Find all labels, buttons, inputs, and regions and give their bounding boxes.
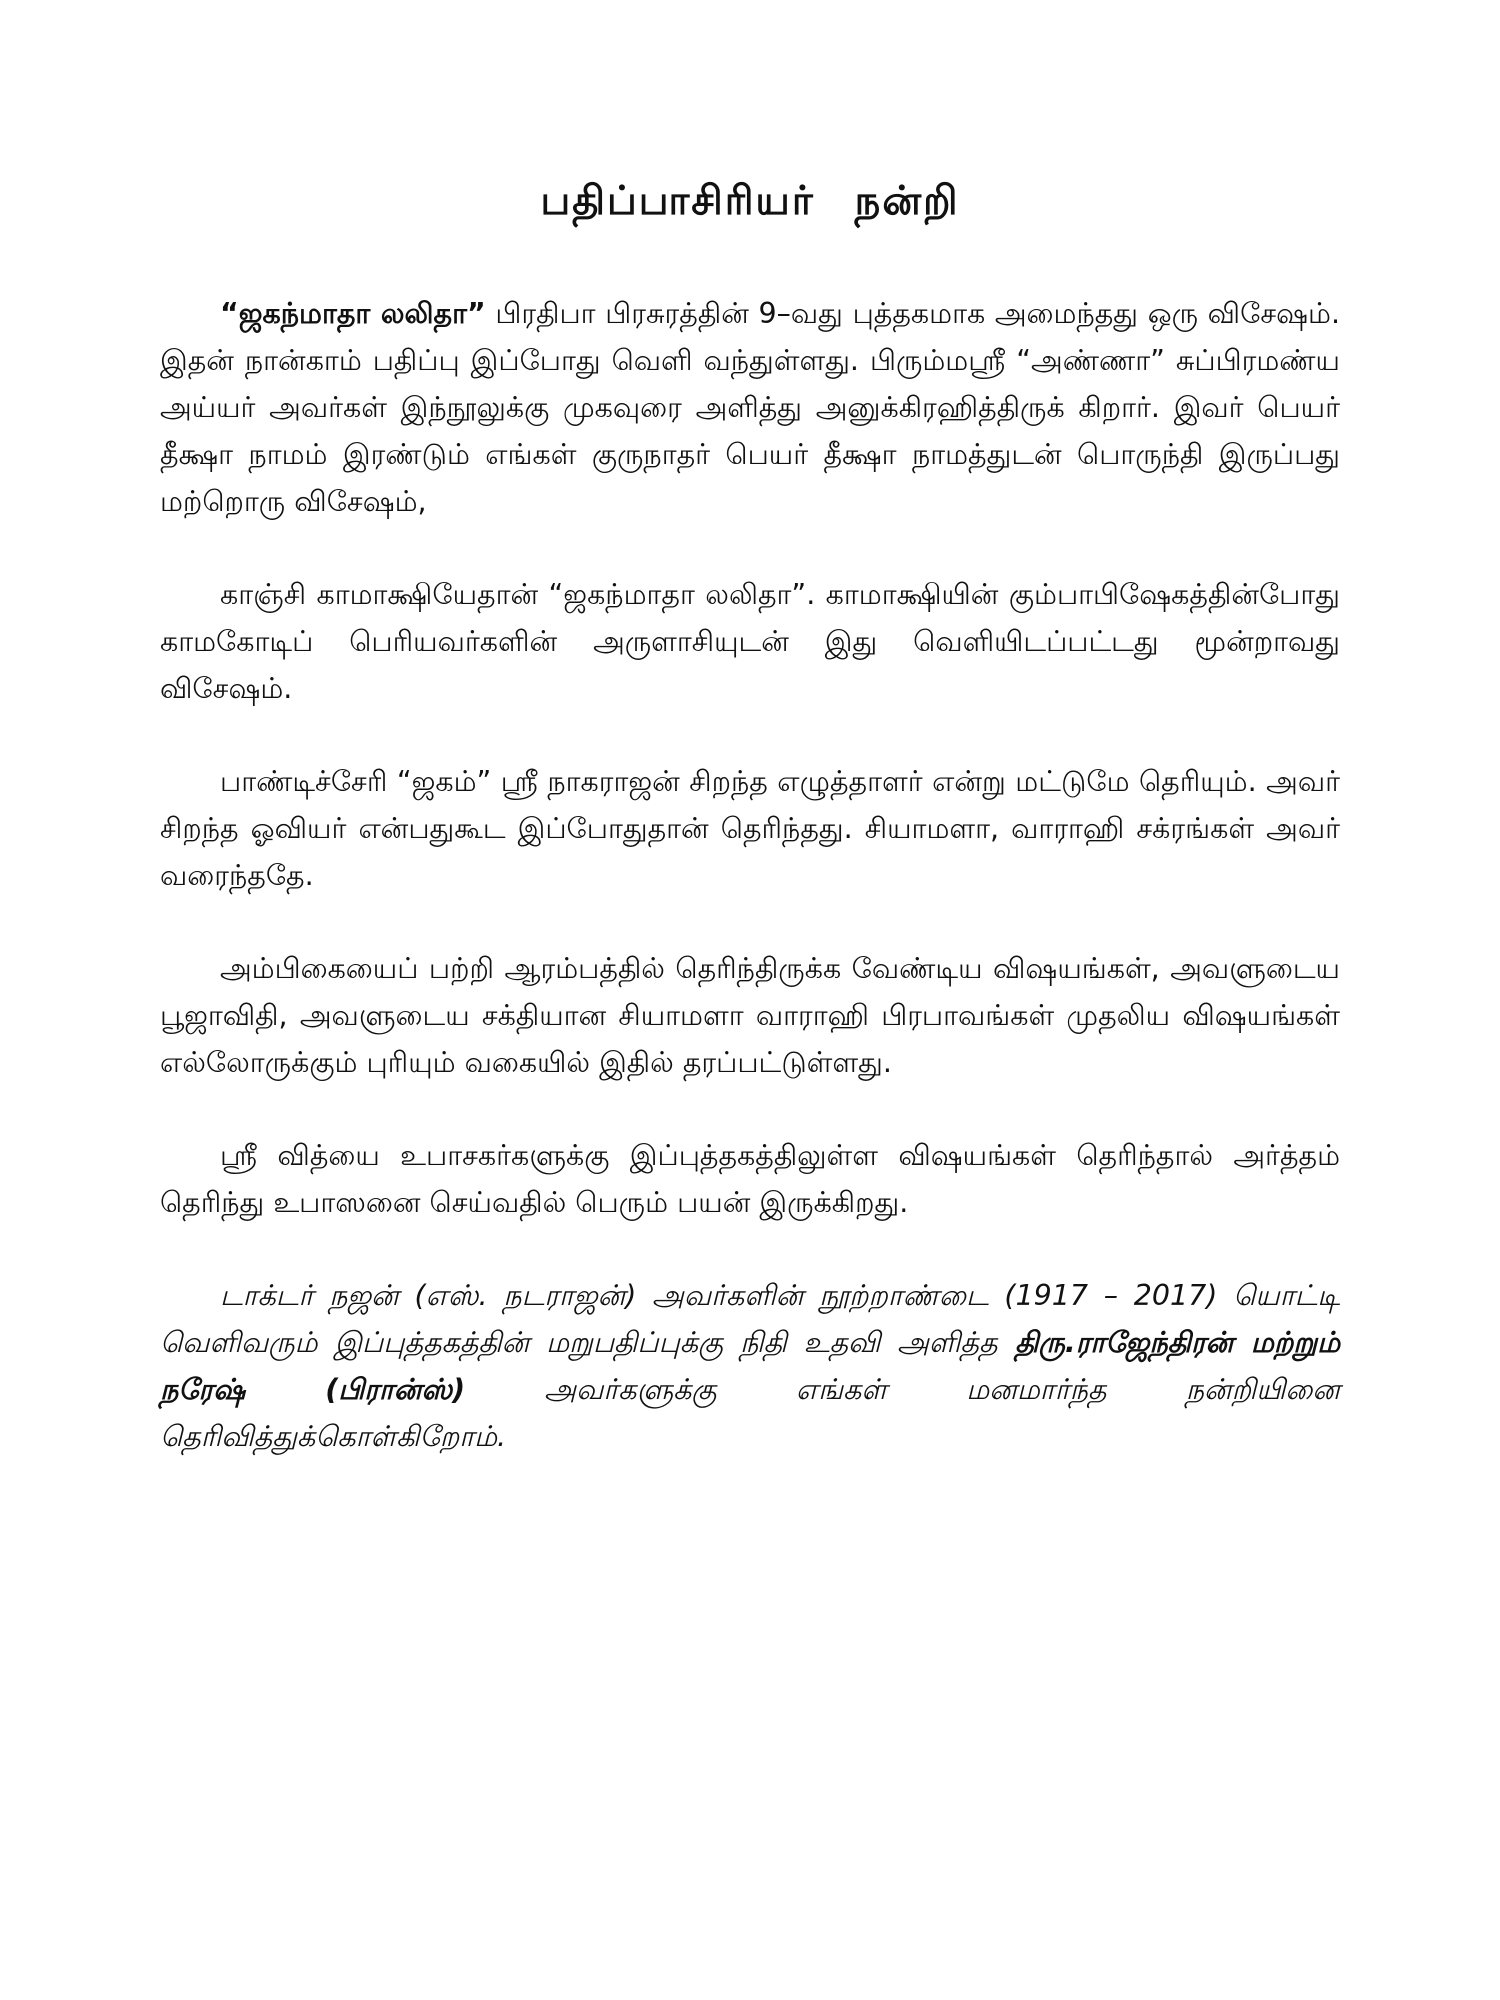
paragraph-text: ஸ்ரீ வித்யை உபாசகர்களுக்கு இப்புத்தகத்திலுள்ள விஷயங்கள் தெரிந்தால் அர்த்தம் தெரிந்து உபாஸனை செய்வதில் பெரும் பயன் இருக்கிறது. [160,1139,1340,1219]
paragraph-2 [160,571,1340,712]
paragraph-6 [160,1272,1340,1460]
paragraph-text: காஞ்சி காமாக்ஷியேதான் “ஜகந்மாதா லலிதா”. காமாக்ஷியின் கும்பாபிஷேகத்தின்போது காமகோடிப் பெரியவர்களின் அருளாசியுடன் இது வெளியிடப்பட்டது மூன்றாவது விசேஷம். [160,578,1340,705]
paragraph-text: பிரதிபா பிரசுரத்தின் 9–வது புத்தகமாக அமைந்தது ஒரு விசேஷம். இதன் நான்காம் பதிப்பு இப்போது வெளி வந்துள்ளது. பிரும்மஸ்ரீ “அண்ணா” சுப்பிரமண்ய அய்யர் அவர்கள் இந்நூலுக்கு முகவுரை அளித்து அனுக்கிரஹித்திருக் கிறார். இவர் பெயர் தீக்ஷா நாமம் இரண்டும் எங்கள் குருநாதர் பெயர் தீக்ஷா நாமத்துடன் பொருந்தி இருப்பது மற்றொரு விசேஷம், [160,297,1341,518]
book-title-bold: “ஜகந்மாதா லலிதா” [220,297,486,330]
paragraph-text: பாண்டிச்சேரி “ஜகம்” ஸ்ரீ நாகராஜன் சிறந்த எழுத்தாளர் என்று மட்டுமே தெரியும். அவர் சிறந்த ஓவியர் என்பதுகூட இப்போதுதான் தெரிந்தது. சியாமளா, வாராஹி சக்ரங்கள் அவர் வரைந்ததே. [160,765,1340,892]
page-title: பதிப்பாசிரியர் நன்றி [540,178,960,224]
paragraph-text: அம்பிகையைப் பற்றி ஆரம்பத்தில் தெரிந்திருக்க வேண்டிய விஷயங்கள், அவளுடைய பூஜாவிதி, அவளுடைய சக்தியான சியாமளா வாராஹி பிரபாவங்கள் முதலிய விஷயங்கள் எல்லோருக்கும் புரியும் வகையில் இதில் தரப்பட்டுள்ளது. [160,952,1340,1079]
paragraph-5 [160,1132,1340,1226]
paragraph-text: டாக்டர் நஜன் (எஸ். நடராஜன்) அவர்களின் நூற்றாண்டை (1917 – 2017) யொட்டி வெளிவரும் இப்புத்தகத்தின் மறுபதிப்புக்கு நிதி உதவி அளித்த [160,1279,1340,1359]
paragraph-4 [160,945,1340,1086]
document-body [160,290,1340,1460]
donor-names-bold: திரு.ராஜேந்திரன் மற்றும் நரேஷ் (பிரான்ஸ்) [160,1326,1340,1406]
paragraph-3 [160,758,1340,899]
paragraph-1 [160,290,1340,525]
paragraph-tail: அவர்களுக்கு எங்கள் மனமார்ந்த நன்றியினை தெரிவித்துக்கொள்கிறோம். [160,1373,1340,1453]
